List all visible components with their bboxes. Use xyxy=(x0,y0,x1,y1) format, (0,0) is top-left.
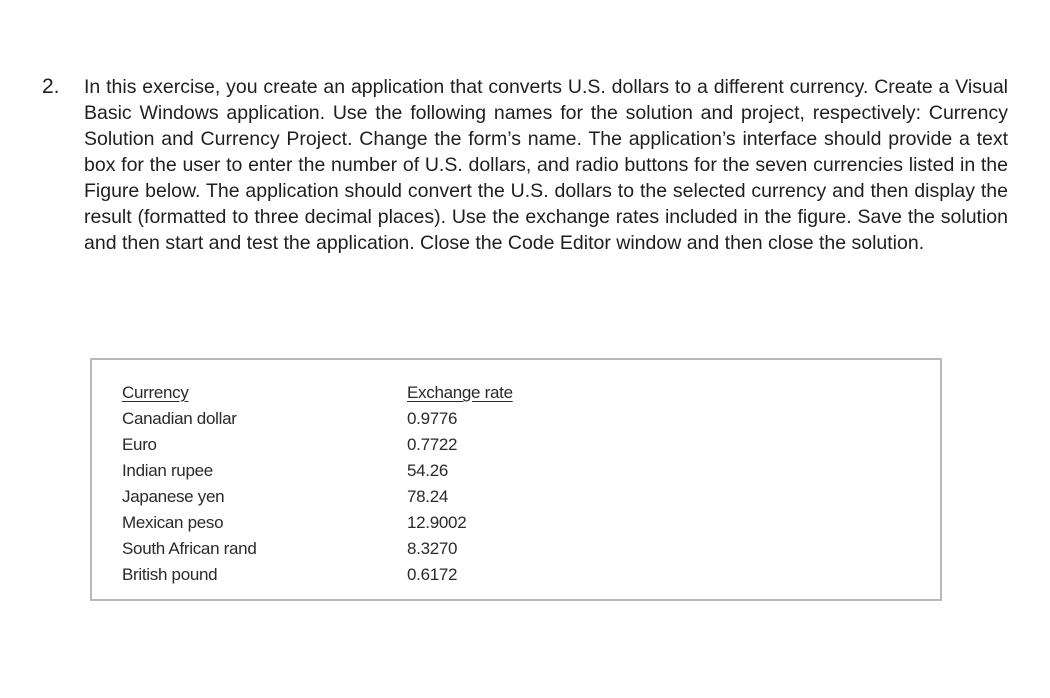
currency-name: Japanese yen xyxy=(122,487,225,506)
currency-name: Euro xyxy=(122,435,157,454)
currency-name: Mexican peso xyxy=(122,513,224,532)
currency-name: British pound xyxy=(122,565,218,584)
exchange-rate-value: 12.9002 xyxy=(407,513,467,532)
currency-name: Indian rupee xyxy=(122,461,213,480)
exchange-rate-value: 0.6172 xyxy=(407,565,458,584)
currency-header: Currency xyxy=(122,383,189,402)
currency-column xyxy=(122,380,256,588)
exchange-rate-value: 54.26 xyxy=(407,461,449,480)
currency-name: Canadian dollar xyxy=(122,409,237,428)
currency-name: South African rand xyxy=(122,539,257,558)
exchange-rate-value: 0.7722 xyxy=(407,435,458,454)
exercise-instructions: In this exercise, you create an application that converts U.S. dollars to a different currency. Create a Visual Basic Windows application. Use the following names for the solution and project, respectively: Currency Solution and Currency Project. Change the form’s name. The application’s interface should provide a text box for the user to enter the number of U.S. dollars, and radio buttons for the seven currencies listed in the Figure below. The application should convert the U.S. dollars to the selected currency and then display the result (formatted to three decimal places). Use the exchange rates included in the figure. Save the solution and then start and test the application. Close the Code Editor window and then close the solution. xyxy=(84,76,1008,254)
exchange-rate-value: 78.24 xyxy=(407,487,449,506)
exchange-rate-value: 0.9776 xyxy=(407,409,458,428)
rate-header: Exchange rate xyxy=(407,383,513,402)
exercise-number: 2. xyxy=(42,75,60,98)
exchange-rate-value: 8.3270 xyxy=(407,539,458,558)
rate-column xyxy=(407,380,513,588)
exchange-rate-figure xyxy=(90,358,942,601)
